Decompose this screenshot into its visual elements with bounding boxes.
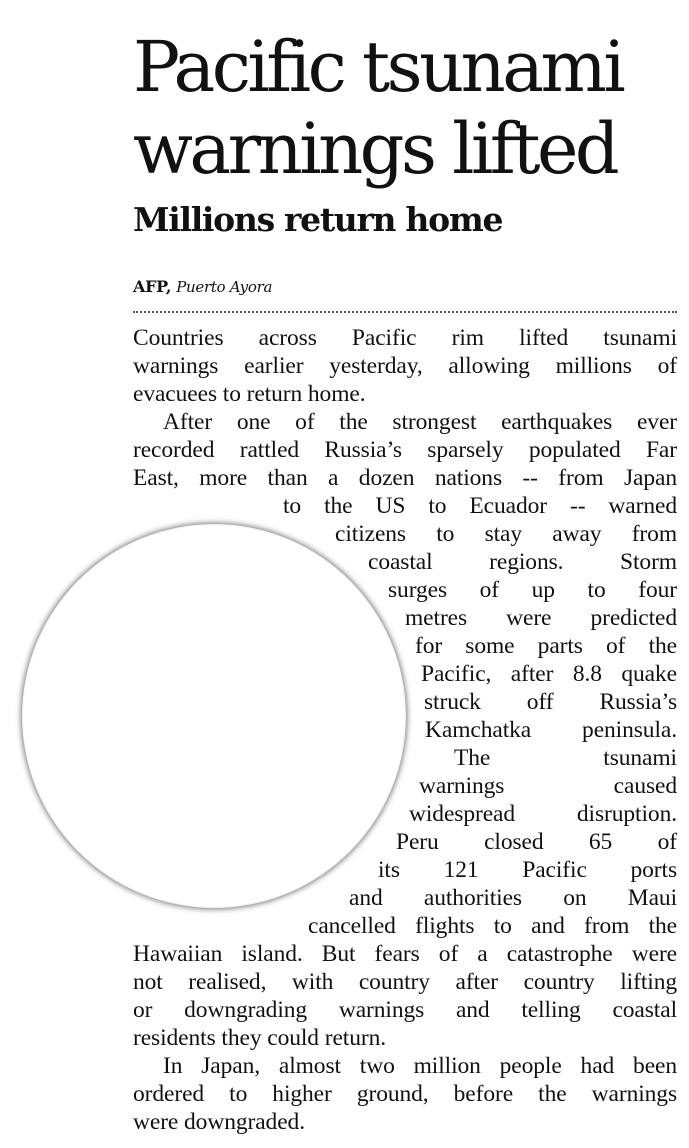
body-line: Pacific, after 8.8 quake	[421, 661, 677, 687]
body-line: to the US to Ecuador -- warned	[283, 493, 677, 519]
body-line: struck off Russia’s	[424, 689, 677, 715]
body-line: The tsunami	[454, 745, 677, 771]
body-line: recorded rattled Russia’s sparsely populated Far	[133, 437, 677, 463]
headline-line-1: Pacific tsunami	[133, 26, 623, 108]
byline	[133, 275, 272, 299]
byline-dateline: Puerto Ayora	[176, 278, 273, 296]
body-line: After one of the strongest earthquakes ever	[163, 409, 677, 435]
body-line: cancelled flights to and from the	[308, 913, 677, 939]
body-line: In Japan, almost two million people had been	[163, 1053, 677, 1079]
body-line: evacuees to return home.	[133, 381, 366, 407]
body-line: warnings earlier yesterday, allowing millions of	[133, 353, 677, 379]
body-line: Hawaiian island. But fears of a catastrophe were	[133, 941, 677, 967]
body-line: citizens to stay away from	[335, 521, 677, 547]
body-line: coastal regions. Storm	[368, 549, 677, 575]
body-line: warnings caused	[419, 773, 677, 799]
headline	[133, 26, 673, 190]
body-line: and authorities on Maui	[349, 885, 677, 911]
body-line: residents they could return.	[133, 1025, 387, 1051]
body-line: widespread disruption.	[409, 801, 677, 827]
body-line: Countries across Pacific rim lifted tsunami	[133, 325, 677, 351]
body-line: Peru closed 65 of	[396, 829, 677, 855]
byline-divider	[133, 311, 677, 313]
body-line: not realised, with country after country lifting	[133, 969, 677, 995]
body-line: Kamchatka peninsula.	[425, 717, 677, 743]
body-line: metres were predicted	[405, 605, 677, 631]
body-line: its 121 Pacific ports	[378, 857, 677, 883]
circular-photo-frame	[22, 524, 406, 908]
body-line: were downgraded.	[133, 1109, 305, 1135]
body-line: for some parts of the	[415, 633, 677, 659]
body-line: East, more than a dozen nations -- from Japan	[133, 465, 677, 491]
subheadline: Millions return home	[133, 200, 503, 239]
body-line: surges of up to four	[388, 577, 677, 603]
headline-line-2: warnings lifted	[133, 108, 617, 190]
byline-agency: AFP,	[133, 277, 172, 296]
body-line: or downgrading warnings and telling coastal	[133, 997, 677, 1023]
body-line: ordered to higher ground, before the warnings	[133, 1081, 677, 1107]
